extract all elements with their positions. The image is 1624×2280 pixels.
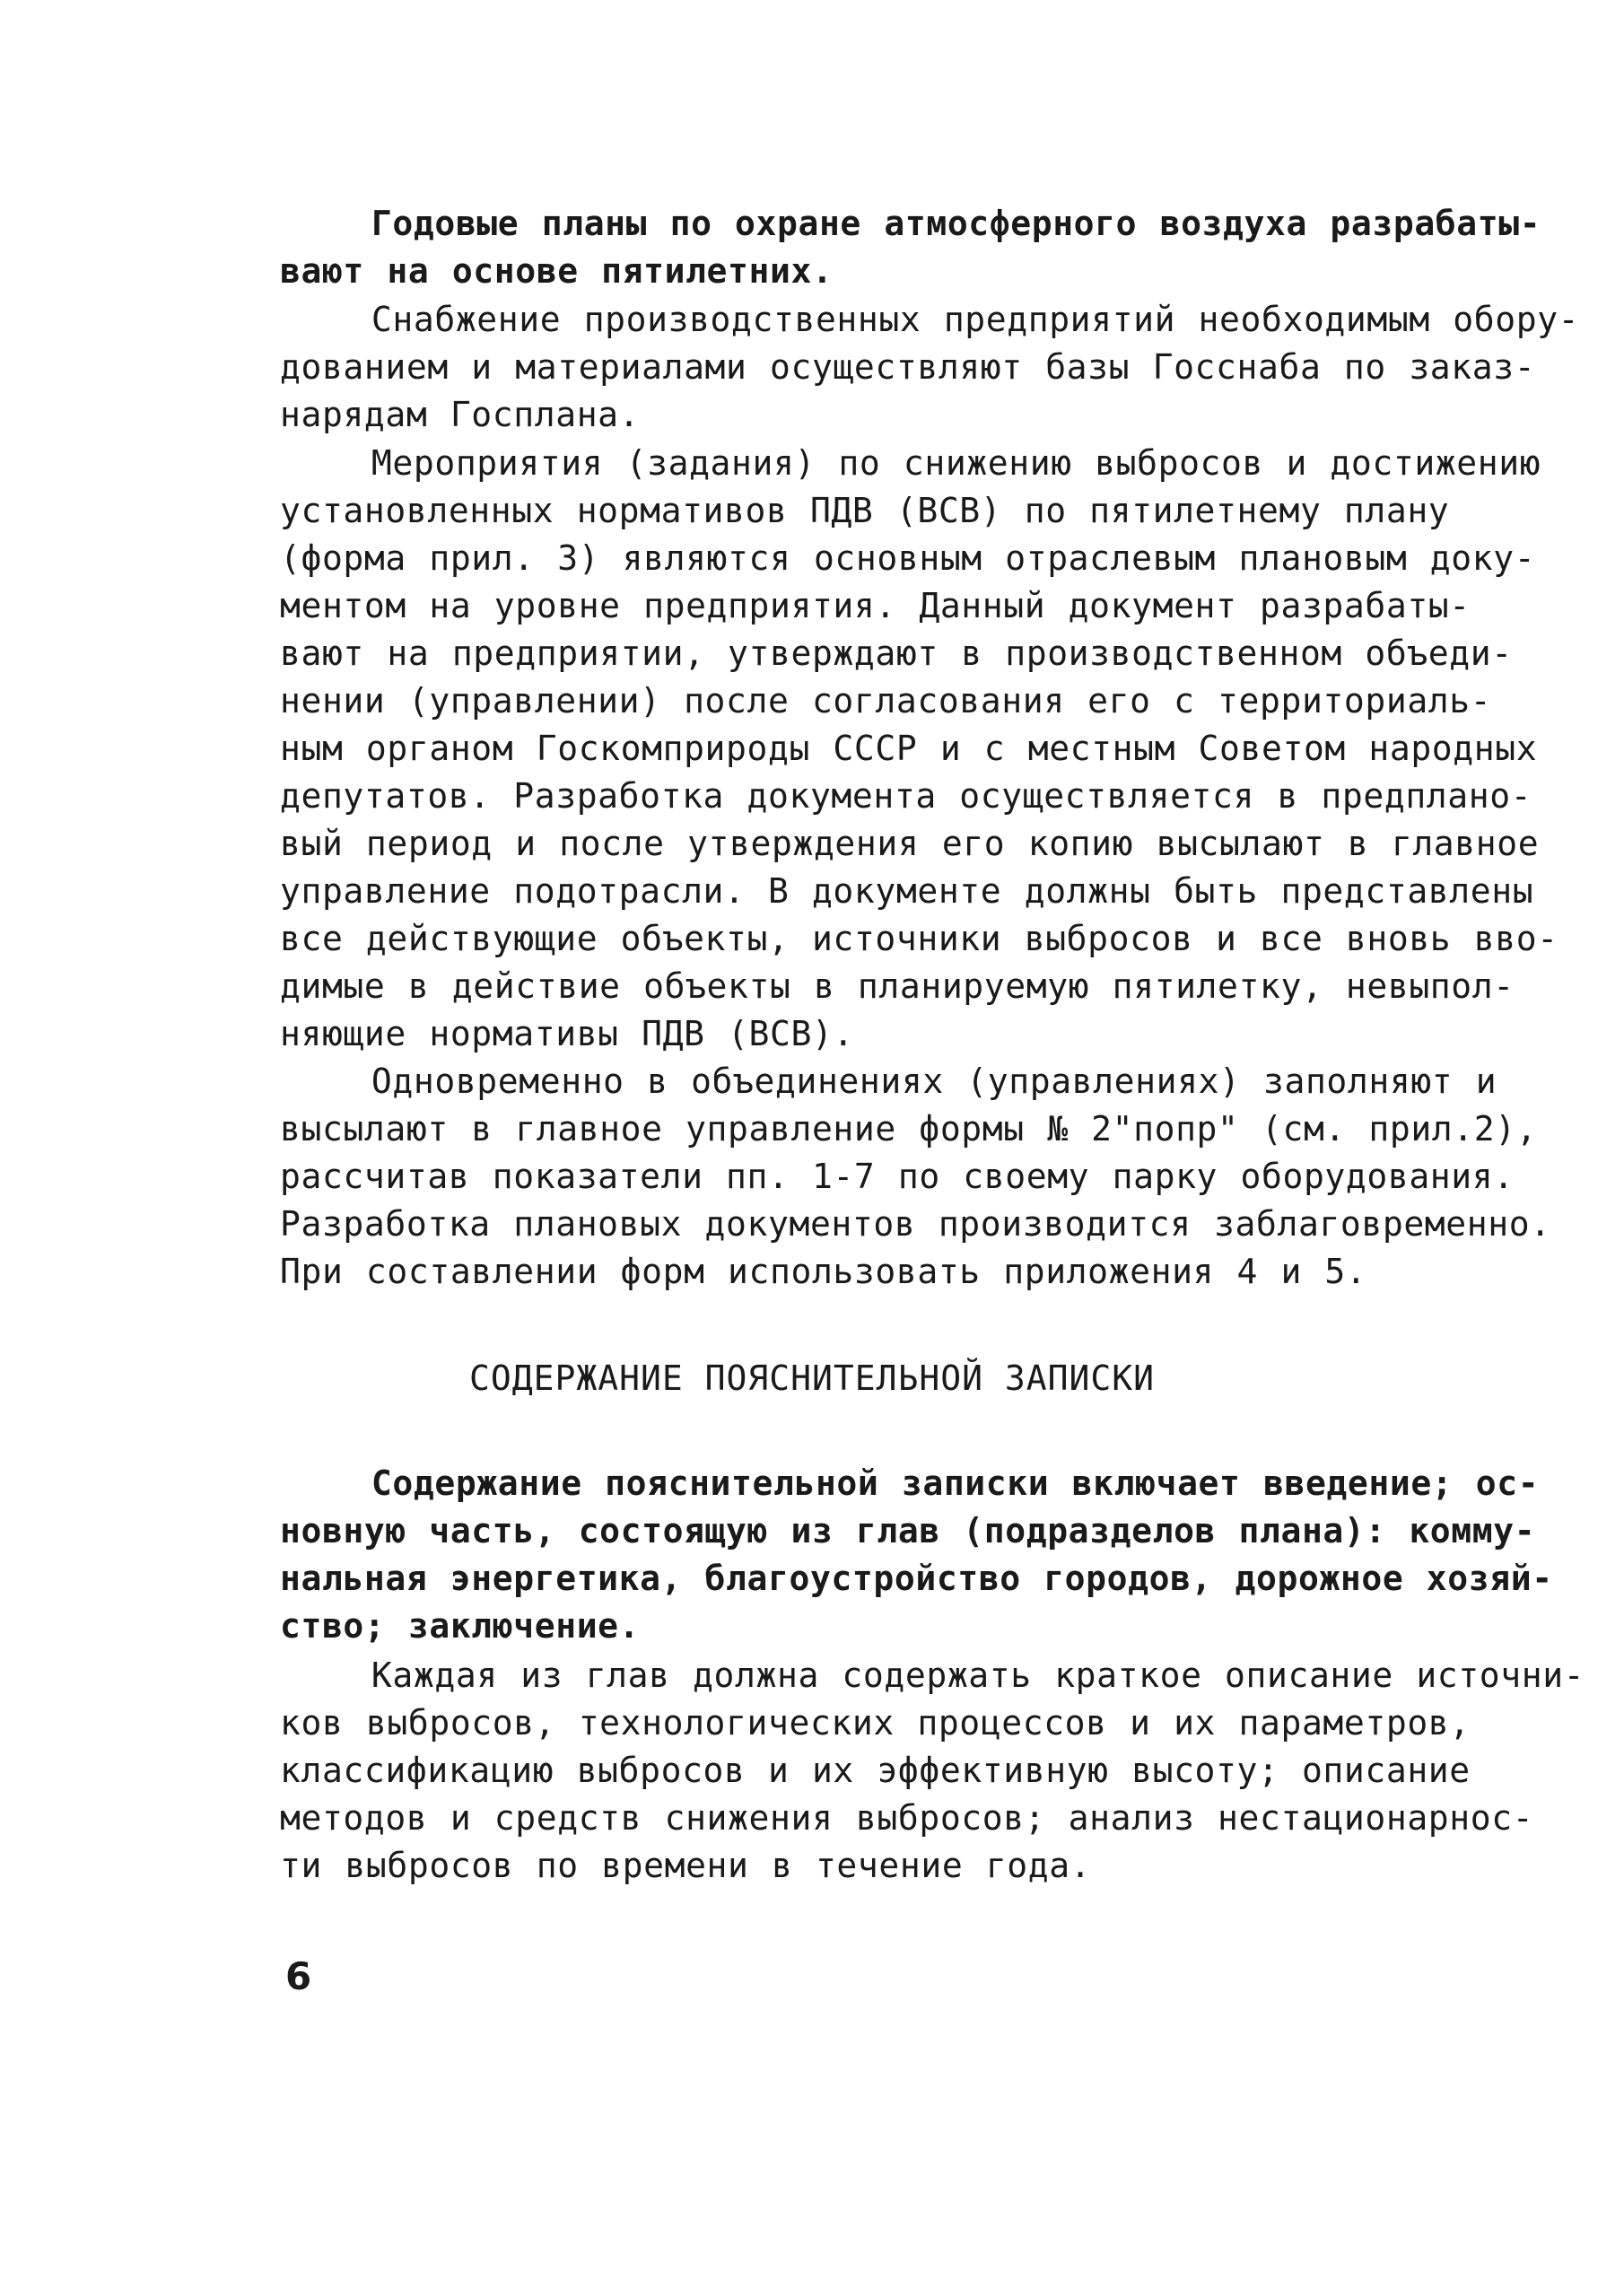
text-line: нальная энергетика, благоустройство городов, дорожное хозяй- <box>280 1559 1553 1598</box>
text-line: нении (управлении) после согласования его с территориаль- <box>280 681 1492 721</box>
text-line: Каждая из глав должна содержать краткое описание источни- <box>280 1655 1585 1695</box>
text-line: Снабжение производственных предприятий необходимым обору- <box>280 300 1580 339</box>
text-line: установленных нормативов ПДВ (ВСВ) по пятилетнему плану <box>280 491 1450 530</box>
text-line: ным органом Госкомприроды СССР и с местным Советом народных <box>280 729 1538 768</box>
text-line: рассчитав показатели пп. 1-7 по своему парку оборудования. <box>280 1157 1515 1196</box>
text-line: вают на предприятии, утверждают в производственном объеди- <box>280 633 1513 673</box>
text-line: Годовые планы по охране атмосферного воздуха разрабаты- <box>280 204 1541 243</box>
text-line: ство; заключение. <box>280 1606 641 1646</box>
text-line: высылают в главное управление формы № 2"попр" (см. прил.2), <box>280 1109 1538 1149</box>
text-line: дованием и материалами осуществляют базы Госснаба по заказ- <box>280 347 1536 387</box>
text-line: При составлении форм использовать приложения 4 и 5. <box>280 1252 1367 1291</box>
text-line: методов и средств снижения выбросов; анализ нестационарнос- <box>280 1798 1534 1838</box>
text-line: вый период и после утверждения его копию высылают в главное <box>280 824 1540 863</box>
text-line: классификацию выбросов и их эффективную высоту; описание <box>280 1751 1471 1790</box>
text-line: (форма прил. 3) являются основным отраслевым плановым доку- <box>280 538 1536 578</box>
text-line: все действующие объекты, источники выбросов и все вновь вво- <box>280 919 1559 958</box>
text-line: ти выбросов по времени в течение года. <box>280 1846 1092 1885</box>
section-heading: СОДЕРЖАНИЕ ПОЯСНИТЕЛЬНОЙ ЗАПИСКИ <box>468 1358 1156 1398</box>
text-line: няющие нормативы ПДВ (ВСВ). <box>280 1014 854 1053</box>
text-line: Разработка плановых документов производится заблаговременно. <box>280 1204 1551 1244</box>
text-line: димые в действие объекты в планируемую пятилетку, невыпол- <box>280 966 1515 1006</box>
text-line: Мероприятия (задания) по снижению выбросов и достижению <box>280 443 1541 483</box>
text-line: вают на основе пятилетних. <box>280 251 834 291</box>
page-number: 6 <box>285 1954 312 1998</box>
text-line: Одновременно в объединениях (управлениях) заполняют и <box>280 1061 1497 1101</box>
text-line: управление подотрасли. В документе должны быть представлены <box>280 871 1534 911</box>
text-line: Содержание пояснительной записки включает введение; ос- <box>280 1463 1540 1503</box>
text-line: ментом на уровне предприятия. Данный документ разрабаты- <box>280 586 1471 625</box>
text-line: ков выбросов, технологических процессов и их параметров, <box>280 1703 1471 1743</box>
text-line: новную часть, состоящую из глав (подразделов плана): комму- <box>280 1511 1536 1551</box>
text-line: нарядам Госплана. <box>280 395 641 434</box>
text-line: депутатов. Разработка документа осуществляется в предплано- <box>280 776 1532 816</box>
